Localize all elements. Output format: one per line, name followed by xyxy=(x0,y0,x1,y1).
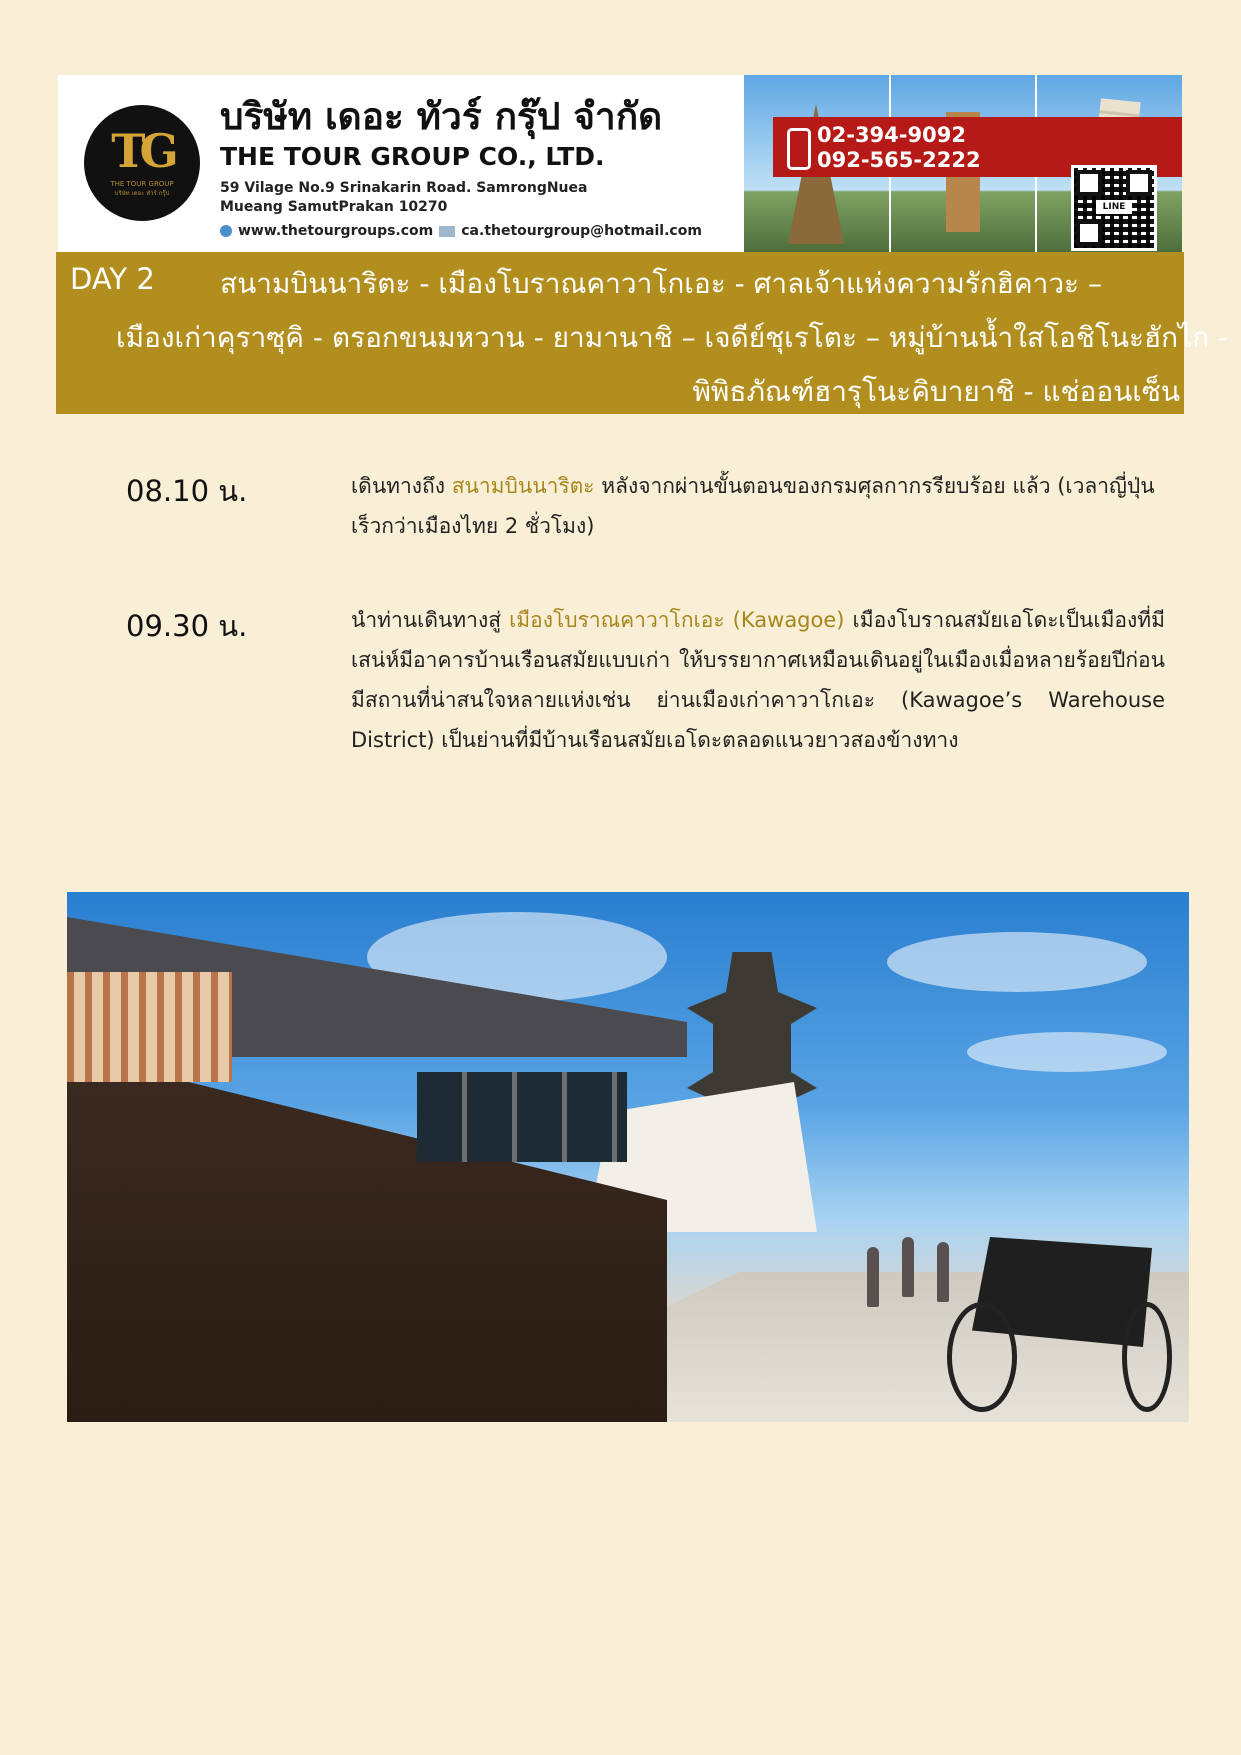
day-heading-band xyxy=(56,252,1229,414)
route-line-3: พิพิธภัณฑ์ฮารุโนะคิบายาชิ - แช่ออนเซ็น xyxy=(692,375,1180,408)
line-qr-code[interactable] xyxy=(1071,165,1157,251)
itinerary-description: เดินทางถึง สนามบินนาริตะ หลังจากผ่านขั้นตอนของกรมศุลกากรรียบร้อย แล้ว (เวลาญี่ปุ่น เร็วกว่าเมืองไทย 2 ชั่วโมง) xyxy=(351,474,1155,538)
phone-icon xyxy=(787,128,811,170)
website-link[interactable]: www.thetourgroups.com xyxy=(238,223,434,239)
globe-icon xyxy=(220,225,232,237)
company-name-english: THE TOUR GROUP CO., LTD. xyxy=(220,142,605,171)
place-highlight: เมืองโบราณคาวาโกเอะ (Kawagoe) xyxy=(509,608,845,632)
address-line-1: 59 Vilage No.9 Srinakarin Road. SamrongNuea xyxy=(220,180,588,196)
route-line-2: เมืองเก่าคุราซุคิ - ตรอกขนมหวาน - ยามานาชิ – เจดีย์ชุเรโตะ – หมู่บ้านน้ำใสโอชิโนะฮักไก - xyxy=(116,321,1229,354)
email-link[interactable]: ca.thetourgroup@hotmail.com xyxy=(461,223,702,239)
mail-icon xyxy=(439,226,455,237)
logo-subtitle-thai: บริษัท เดอะ ทัวร์ กรุ๊ป xyxy=(114,190,170,197)
logo-subtitle: THE TOUR GROUP xyxy=(110,180,174,188)
address-line-2: Mueang SamutPrakan 10270 xyxy=(220,199,448,215)
qr-line-label: LINE xyxy=(1096,200,1132,214)
itinerary-time: 09.30 น. xyxy=(126,609,248,643)
logo-mark: TG xyxy=(111,124,173,178)
company-logo xyxy=(84,105,200,221)
phone-number-2[interactable]: 092-565-2222 xyxy=(817,148,981,172)
day-label: DAY 2 xyxy=(70,262,155,296)
kawagoe-street-photo xyxy=(67,892,1189,1422)
phone-number-1[interactable]: 02-394-9092 xyxy=(817,123,966,147)
itinerary-description: นำท่านเดินทางสู่ เมืองโบราณคาวาโกเอะ (Kawagoe) เมืองโบราณสมัยเอโดะเป็นเมืองที่มีเสน่ห์มีอาคารบ้านเรือนสมัยแบบเก่า ให้บรรยากาศเหมือนเดินอยู่ในเมืองเมื่อหลายร้อยปีก่อน มีสถานที่น่าสนใจหลายแห่งเช่น ย่านเมืองเก่าคาวาโกเอะ (Kawagoe’s Warehouse District) เป็นย่านที่มีบ้านเรือนสมัยเอโดะตลอดแนวยาวสองข้างทาง xyxy=(351,608,1165,752)
contact-row xyxy=(220,223,702,239)
place-highlight: สนามบินนาริตะ xyxy=(451,474,595,498)
route-line-1: สนามบินนาริตะ - เมืองโบราณคาวาโกเอะ - ศาลเจ้าแห่งความรักฮิคาวะ – xyxy=(220,267,1102,300)
itinerary-time: 08.10 น. xyxy=(126,474,248,508)
company-name-thai: บริษัท เดอะ ทัวร์ กรุ๊ป จำกัด xyxy=(220,95,663,138)
